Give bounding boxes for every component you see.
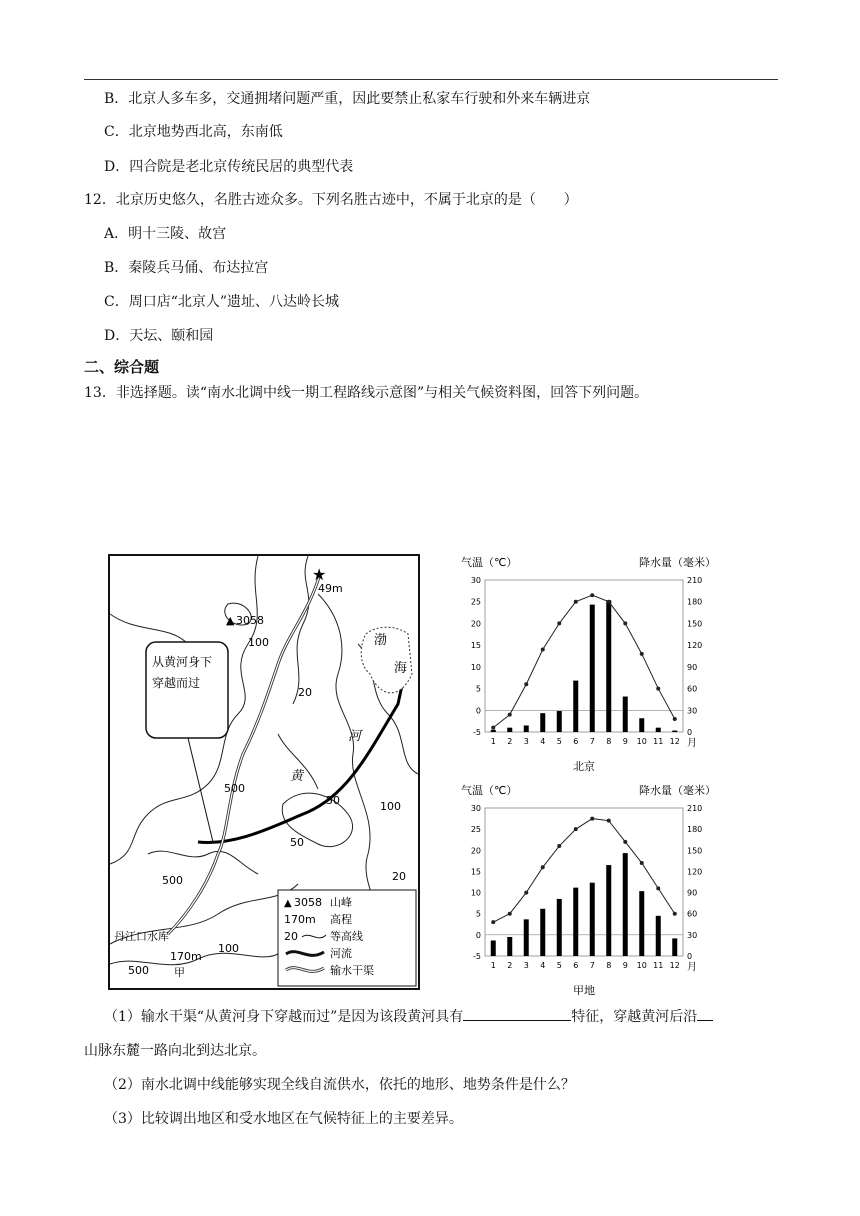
answer-blank-2[interactable] [697,1006,713,1021]
temp-tick-label: 10 [470,662,481,672]
temp-tick-label: 20 [470,619,481,629]
climate-chart-jia [455,780,730,1000]
section-heading: 二、综合题 [84,358,160,376]
callout-line-2: 穿越而过 [152,676,201,690]
q12-stem: 12．北京历史悠久，名胜古迹众多。下列名胜古迹中，不属于北京的是（ ） [84,192,578,208]
precip-bar [590,605,595,732]
temp-point [623,840,627,844]
precip-bar [590,883,595,956]
q12-option-a[interactable]: A．明十三陵、故宫 [104,226,227,242]
q13-part1 [104,1006,713,1027]
plot-frame [485,808,683,956]
temp-tick-label: 30 [470,804,481,813]
precip-bar [540,909,545,956]
month-tick-label: 6 [573,961,579,970]
month-tick-label: 4 [540,961,546,970]
temp-tick-label: 25 [470,825,481,835]
temp-line [493,595,675,727]
legend-river-label: 河流 [330,947,352,960]
precip-tick-label: 90 [687,888,698,898]
precip-axis-title: 降水量（毫米） [639,784,716,797]
temp-axis-title: 气温（℃） [461,556,518,569]
temp-point [640,861,644,865]
month-unit-label: 月 [687,962,697,973]
q12-option-b[interactable]: B．秦陵兵马俑、布达拉宫 [104,260,269,276]
precip-axis-title: 降水量（毫米） [639,556,716,569]
header-rule [84,79,778,80]
temp-point [508,912,512,916]
location-jia: 甲 [174,966,185,979]
precip-bar [656,728,661,732]
month-tick-label: 7 [589,961,595,970]
precip-tick-label: 150 [687,846,703,856]
q13-stem: 13．非选择题。读“南水北调中线一期工程路线示意图”与相关气候资料图，回答下列问题。 [84,385,649,401]
temp-point [491,726,495,730]
q13-part1-cont: 山脉东麓一路向北到达北京。 [84,1043,266,1059]
precip-tick-label: 60 [687,684,698,694]
temp-tick-label: -5 [473,728,481,737]
precip-bar [491,940,496,956]
contour-label: 20 [392,870,406,883]
precip-tick-label: 0 [687,728,693,737]
precip-tick-label: 90 [687,662,698,672]
month-tick-label: 9 [622,737,628,746]
temp-tick-label: 15 [470,867,481,877]
precip-bar [573,681,578,732]
reservoir-label: 丹江口水库 [114,930,169,943]
temp-line [493,819,675,923]
month-tick-label: 8 [606,961,612,970]
contour-label: 20 [298,686,312,699]
precip-bar [623,853,628,956]
precip-tick-label: 0 [687,952,693,961]
contour-label: 500 [224,782,245,795]
legend-peak-label: 山峰 [330,896,352,909]
temp-point [541,865,545,869]
precip-tick-label: 30 [687,706,698,716]
sea-label-1: 渤 [374,633,388,648]
contour-label: 50 [290,836,304,849]
temp-point [607,819,611,823]
temp-tick-label: 10 [470,888,481,898]
contour-label: 50 [326,794,340,807]
temp-point [590,817,594,821]
precip-tick-label: 210 [687,576,703,585]
temp-point [590,593,594,597]
month-tick-label: 3 [523,961,529,970]
q13-part1-text-b: 特征，穿越黄河后沿 [571,1009,698,1025]
legend-elev-label: 高程 [330,913,352,926]
month-tick-label: 7 [589,737,595,746]
temp-point [673,717,677,721]
temp-tick-label: -5 [473,952,481,961]
temp-point [557,844,561,848]
legend-peak-sym: 3058 [294,896,322,909]
precip-tick-label: 120 [687,867,703,877]
temp-tick-label: 25 [470,597,481,607]
q12-option-d[interactable]: D．天坛、颐和园 [104,328,214,344]
precip-bar [491,730,496,732]
temp-tick-label: 0 [475,706,481,716]
contour-label: 100 [218,942,239,955]
month-tick-label: 5 [556,737,562,746]
temp-tick-label: 5 [475,909,481,919]
temp-tick-label: 5 [475,684,481,694]
contour-label: 500 [128,964,149,977]
month-tick-label: 10 [636,961,647,970]
precip-tick-label: 120 [687,641,703,651]
temp-tick-label: 15 [470,641,481,651]
legend-peak-icon: ▲ [284,898,292,909]
temp-tick-label: 20 [470,846,481,856]
legend-contour-label: 等高线 [330,930,363,943]
temp-tick-label: 30 [470,576,481,585]
month-tick-label: 11 [653,961,664,970]
peak-label: 3058 [236,614,264,627]
callout-line-1: 从黄河身下 [152,655,213,669]
q11-option-c[interactable]: C．北京地势西北高，东南低 [104,124,283,140]
temp-point [656,886,660,890]
contour-label: 500 [162,874,183,887]
contour-label: 100 [380,800,401,813]
precip-bar [639,891,644,956]
precip-bar [623,697,628,732]
precip-tick-label: 30 [687,930,698,940]
temp-point [574,827,578,831]
q13-part1-text-a: （1）输水干渠“从黄河身下穿越而过”是因为该段黄河具有 [104,1009,464,1025]
precip-tick-label: 210 [687,804,703,813]
month-tick-label: 1 [490,961,496,970]
month-tick-label: 12 [669,961,680,970]
temp-point [673,912,677,916]
precip-bar [524,919,529,956]
precip-bar [656,916,661,956]
q11-option-b[interactable]: B．北京人多车多，交通拥堵问题严重，因此要禁止私家车行驶和外来车辆进京 [104,91,591,107]
temp-point [557,621,561,625]
month-unit-label: 月 [687,738,697,749]
month-tick-label: 4 [540,737,546,746]
temp-point [623,621,627,625]
precip-tick-label: 180 [687,597,703,607]
month-tick-label: 12 [669,737,680,746]
precip-bar [507,937,512,956]
precip-bar [507,728,512,732]
temp-tick-label: 0 [475,930,481,940]
plot-frame [485,580,683,732]
precip-bar [573,888,578,956]
beijing-star-icon: ★ [312,565,327,584]
peak-icon: ▲ [226,614,235,627]
precip-bar [672,731,677,732]
precip-bar [557,711,562,732]
river-label-huang: 黄 [290,769,304,784]
q12-option-c[interactable]: C．周口店“北京人”遗址、八达岭长城 [104,294,340,310]
temp-axis-title: 气温（℃） [461,784,518,797]
sea-label-2: 海 [394,661,408,676]
month-tick-label: 11 [653,737,664,746]
precip-tick-label: 60 [687,909,698,919]
elevation-top: 49m [318,582,343,595]
month-tick-label: 3 [523,737,529,746]
temp-point [574,600,578,604]
precip-bar [672,938,677,956]
legend-contour-sym: 20 [284,930,298,943]
precip-tick-label: 150 [687,619,703,629]
temp-point [607,600,611,604]
q13-part3: （3）比较调出地区和受水地区在气候特征上的主要差异。 [104,1111,463,1127]
precip-bar [639,718,644,732]
river-label-he: 河 [348,729,362,744]
temp-point [491,920,495,924]
climate-chart-beijing [455,552,730,776]
month-tick-label: 2 [507,737,513,746]
month-tick-label: 9 [622,961,628,970]
legend-canal-label: 输水干渠 [330,964,374,977]
precip-bar [606,865,611,956]
chart-title: 北京 [573,760,595,773]
route-map [108,554,420,990]
month-tick-label: 1 [490,737,496,746]
temp-point [541,647,545,651]
temp-point [656,687,660,691]
month-tick-label: 5 [556,961,562,970]
temp-point [524,682,528,686]
month-tick-label: 10 [636,737,647,746]
temp-point [640,652,644,656]
answer-blank-1[interactable] [463,1006,571,1021]
q11-option-d[interactable]: D．四合院是老北京传统民居的典型代表 [104,159,354,175]
chart-title: 甲地 [573,984,595,997]
month-tick-label: 6 [573,737,579,746]
temp-point [508,713,512,717]
q13-part2: （2）南水北调中线能够实现全线自流供水，依托的地形、地势条件是什么？ [104,1077,575,1093]
legend-elev-sym: 170m [284,913,316,926]
month-tick-label: 8 [606,737,612,746]
temp-point [524,891,528,895]
precip-bar [524,725,529,732]
elevation-bottom: 170m [170,950,202,963]
precip-bar [540,713,545,732]
precip-bar [606,600,611,732]
precip-bar [557,899,562,956]
month-tick-label: 2 [507,961,513,970]
precip-tick-label: 180 [687,825,703,835]
contour-label: 100 [248,636,269,649]
